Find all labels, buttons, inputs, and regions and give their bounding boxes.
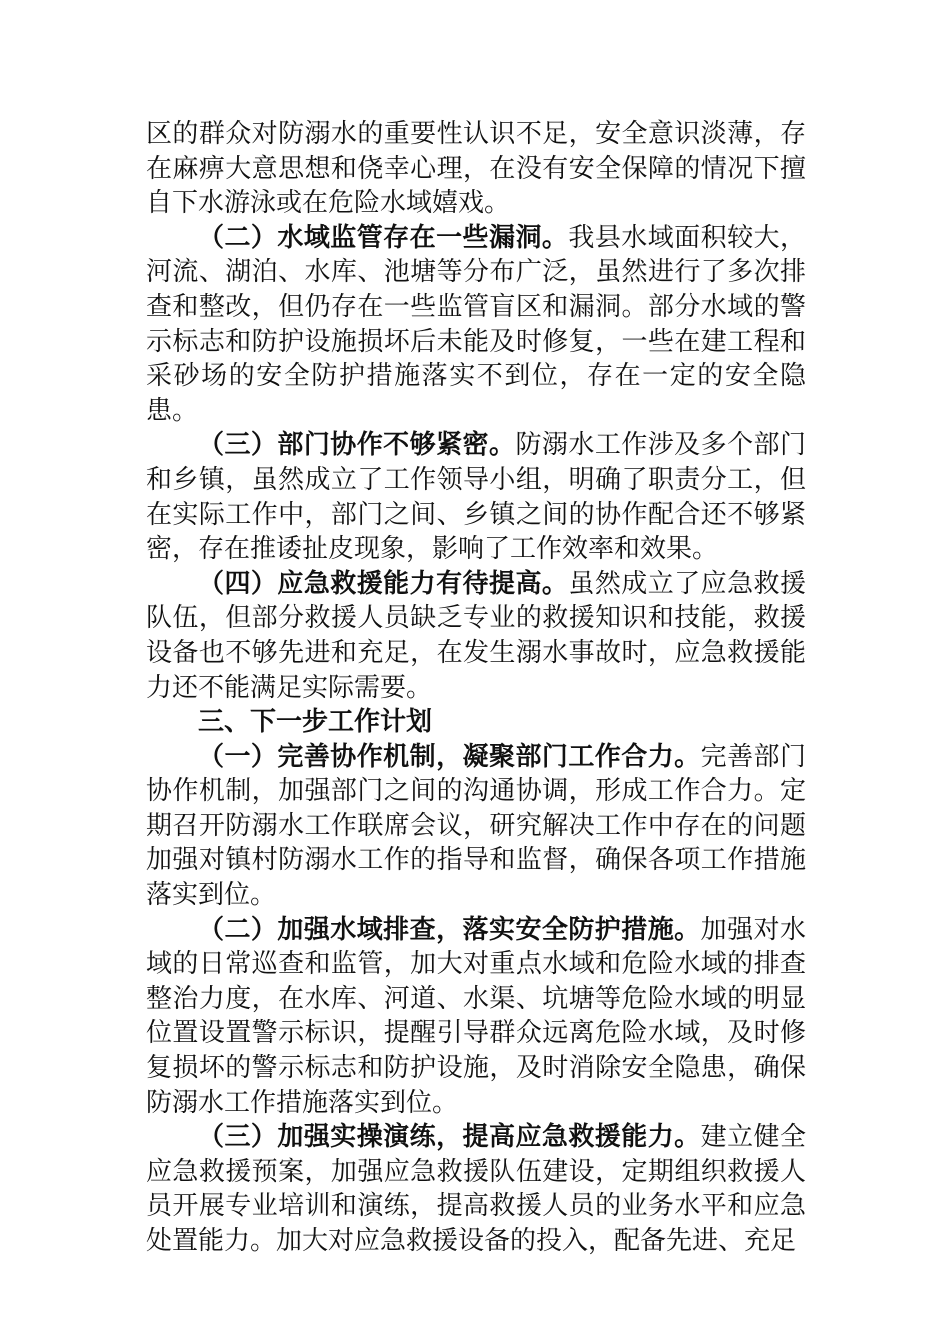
item-text: 加强对水域的日常巡查和监管，加大对重点水域和危险水域的排查整治力度，在水库、河道、水渠、坑塘等危险水域的明显位置设置警示标识，提醒引导群众远离危险水域，及时修复损坏的警示标志和防护设施，及时消除安全隐患，确保防溺水工作措施落实到位。: [146, 914, 806, 1118]
item-lead: （二）水域监管存在一些漏洞。: [198, 222, 569, 253]
paragraph-plan-drills: [146, 1120, 806, 1258]
item-text: 虽然成立了应急救援队伍，但部分救援人员缺乏专业的救援知识和技能，救援设备也不够先进和充足，在发生溺水事故时，应急救援能力还不能满足实际需要。: [146, 568, 806, 703]
document-body: [146, 117, 806, 1259]
item-lead: （一）完善协作机制，凝聚部门工作合力。: [198, 741, 701, 772]
section-heading: 三、下一步工作计划: [198, 707, 433, 738]
item-text: 建立健全应急救援预案，加强应急救援队伍建设，定期组织救援人员开展专业培训和演练，提高救援人员的业务水平和应急处置能力。加大对应急救援设备的投入，配备先进、充足: [146, 1122, 806, 1256]
item-text: 防溺水工作涉及多个部门和乡镇，虽然成立了工作领导小组，明确了职责分工，但在实际工作中，部门之间、乡镇之间的协作配合还不够紧密，存在推诿扯皮现象，影响了工作效率和效果。: [146, 430, 806, 565]
paragraph-department-cooperation: [146, 428, 806, 566]
item-lead: （三）部门协作不够紧密。: [198, 430, 516, 461]
item-lead: （二）加强水域排查，落实安全防护措施。: [198, 914, 701, 945]
item-text: 完善部门协作机制，加强部门之间的沟通协调，形成工作合力。定期召开防溺水工作联席会议，研究解决工作中存在的问题加强对镇村防溺水工作的指导和监督，确保各项工作措施落实到位。: [146, 741, 806, 911]
paragraph-emergency-rescue: [146, 567, 806, 705]
paragraph-plan-inspection: [146, 913, 806, 1121]
paragraph-continuation: 区的群众对防溺水的重要性认识不足，安全意识淡薄，存在麻痹大意思想和侥幸心理，在没有安全保障的情况下擅自下水游泳或在危险水域嬉戏。: [146, 119, 806, 219]
item-lead: （三）加强实操演练，提高应急救援能力。: [198, 1122, 701, 1153]
paragraph-water-supervision: [146, 221, 806, 429]
paragraph-plan-cooperation: [146, 740, 806, 913]
item-lead: （四）应急救援能力有待提高。: [198, 568, 569, 599]
item-text: 我县水域面积较大，河流、湖泊、水库、池塘等分布广泛，虽然进行了多次排查和整改，但仍存在一些监管盲区和漏洞。部分水域的警示标志和防护设施损坏后未能及时修复，一些在建工程和采砂场的安全防护措施落实不到位，存在一定的安全隐患。: [146, 222, 806, 426]
